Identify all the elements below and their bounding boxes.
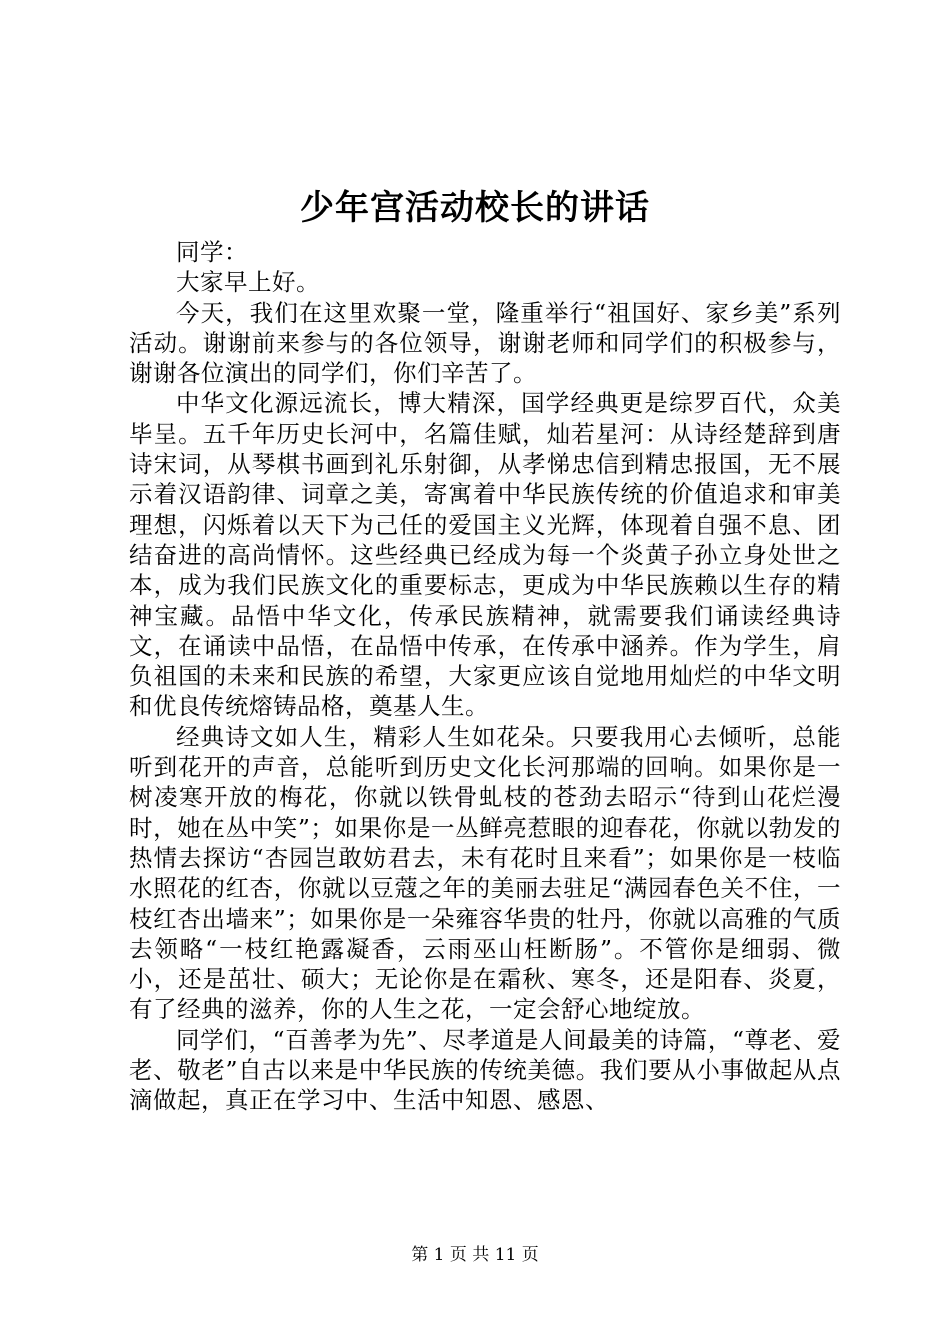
document-body [129, 237, 841, 1116]
greeting: 大家早上好。 [176, 268, 320, 297]
paragraph-culture: 中华文化源远流长，博大精深，国学经典更是综罗百代，众美毕呈。五千年历史长河中，名篇佳赋，灿若星河：从诗经楚辞到唐诗宋词，从琴棋书画到礼乐射御，从孝悌忠信到精忠报国，无不展示着汉语韵律、词章之美，寄寓着中华民族传统的价值追求和审美理想，闪烁着以天下为己任的爱国主义光辉，体现着自强不息、团结奋进的高尚情怀。这些经典已经成为每一个炎黄子孙立身处世之本，成为我们民族文化的重要标志，更成为中华民族赖以生存的精神宝藏。品悟中华文化，传承民族精神，就需要我们诵读经典诗文，在诵读中品悟，在品悟中传承，在传承中涵养。作为学生，肩负祖国的未来和民族的希望，大家更应该自觉地用灿烂的中华文明和优良传统熔铸品格，奠基人生。 [129, 389, 841, 721]
page-footer: 第 1 页 共 11 页 [411, 1245, 539, 1265]
document-title: 少年宫活动校长的讲话 [300, 188, 650, 228]
salutation: 同学： [176, 238, 248, 266]
paragraph-poetry: 经典诗文如人生，精彩人生如花朵。只要我用心去倾听，总能听到花开的声音，总能听到历史文化长河那端的回响。如果你是一树凌寒开放的梅花，你就以铁骨虬枝的苍劲去昭示“待到山花烂漫时，她在丛中笑”；如果你是一丛鲜亮惹眼的迎春花，你就以勃发的热情去探访“杏园岂敢妨君去，未有花时且来看”；如果你是一枝临水照花的红杏，你就以豆蔻之年的美丽去驻足“满园春色关不住，一枝红杏出墙来”；如果你是一朵雍容华贵的牡丹，你就以高雅的气质去领略“一枝红艳露凝香，云雨巫山枉断肠”。不管你是细弱、微小，还是茁壮、硕大；无论你是在霜秋、寒冬，还是阳春、炎夏，有了经典的滋养，你的人生之花，一定会舒心地绽放。 [129, 722, 841, 1024]
paragraph-opening: 今天，我们在这里欢聚一堂，隆重举行“祖国好、家乡美”系列活动。谢谢前来参与的各位领导，谢谢老师和同学们的积极参与，谢谢各位演出的同学们，你们辛苦了。 [129, 298, 841, 388]
paragraph-filial-piety: 同学们，“百善孝为先”、尽孝道是人间最美的诗篇，“尊老、爱老、敬老”自古以来是中华民族的传统美德。我们要从小事做起从点滴做起，真正在学习中、生活中知恩、感恩、 [129, 1025, 841, 1115]
